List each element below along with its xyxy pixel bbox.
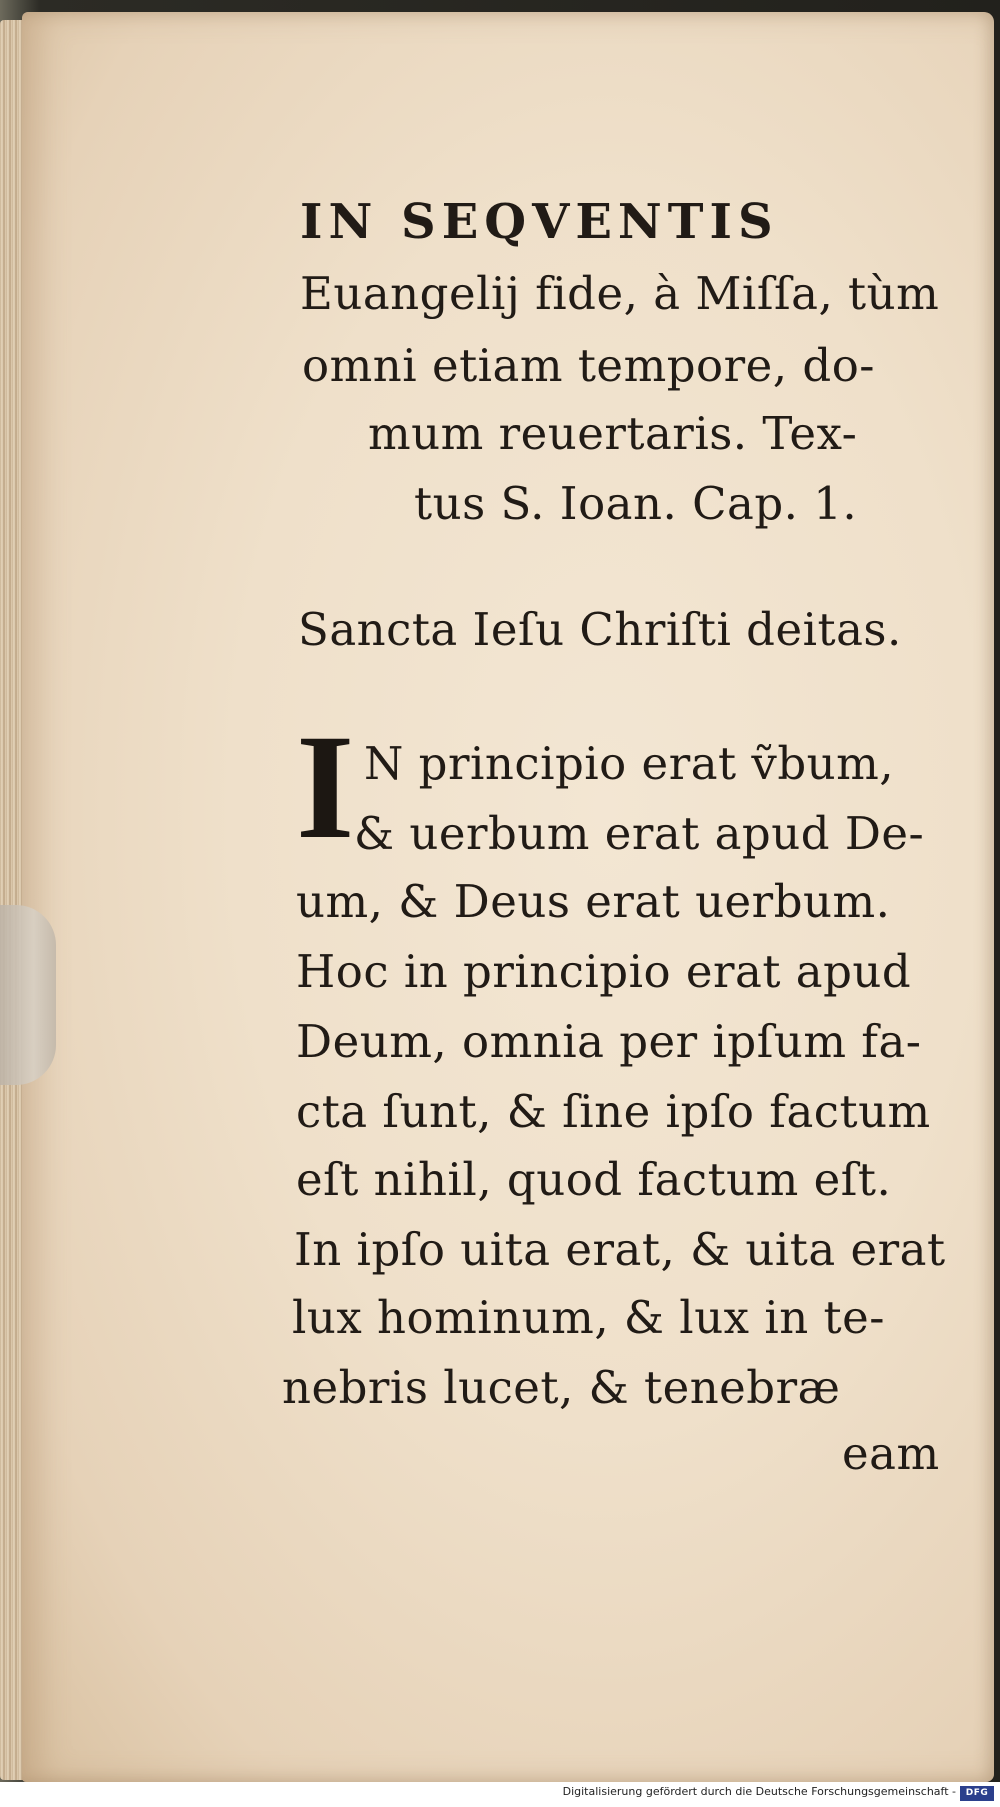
catchword: eam: [842, 1427, 940, 1480]
heading-line-3: omni etiam tempore, do-: [302, 339, 875, 392]
body-line-6: cta ſunt, & ſine ipſo factum: [296, 1085, 931, 1138]
body-line-10: nebris lucet, & tenebræ: [282, 1361, 841, 1414]
body-line-4: Hoc in principio erat apud: [296, 945, 912, 998]
drop-cap: I: [296, 704, 355, 870]
footer-credit: Digitalisierung gefördert durch die Deutsche Forschungsgemeinschaft -: [562, 1785, 956, 1798]
body-line-2: & uerbum erat apud De-: [354, 807, 925, 860]
dfg-logo: DFG: [960, 1786, 994, 1801]
subheading: Sancta Ieſu Chriſti deitas.: [298, 603, 902, 656]
heading-line-2: Euangelij fide, à Miſſa, tùm: [300, 267, 940, 320]
body-line-5: Deum, omnia per ipſum fa-: [296, 1015, 922, 1068]
body-line-8: In ipſo uita erat, & uita erat: [294, 1223, 946, 1276]
body-line-1: N principio erat ṽbum,: [364, 737, 895, 790]
heading-line-1: IN SEQVENTIS: [300, 194, 779, 250]
body-line-7: eſt nihil, quod factum eſt.: [296, 1153, 892, 1206]
heading-line-4: mum reuertaris. Tex-: [368, 407, 858, 460]
body-line-9: lux hominum, & lux in te-: [292, 1291, 885, 1344]
body-line-3: um, & Deus erat uerbum.: [296, 875, 891, 928]
digitization-footer: [0, 1782, 1000, 1807]
heading-line-5: tus S. Ioan. Cap. 1.: [414, 477, 858, 530]
